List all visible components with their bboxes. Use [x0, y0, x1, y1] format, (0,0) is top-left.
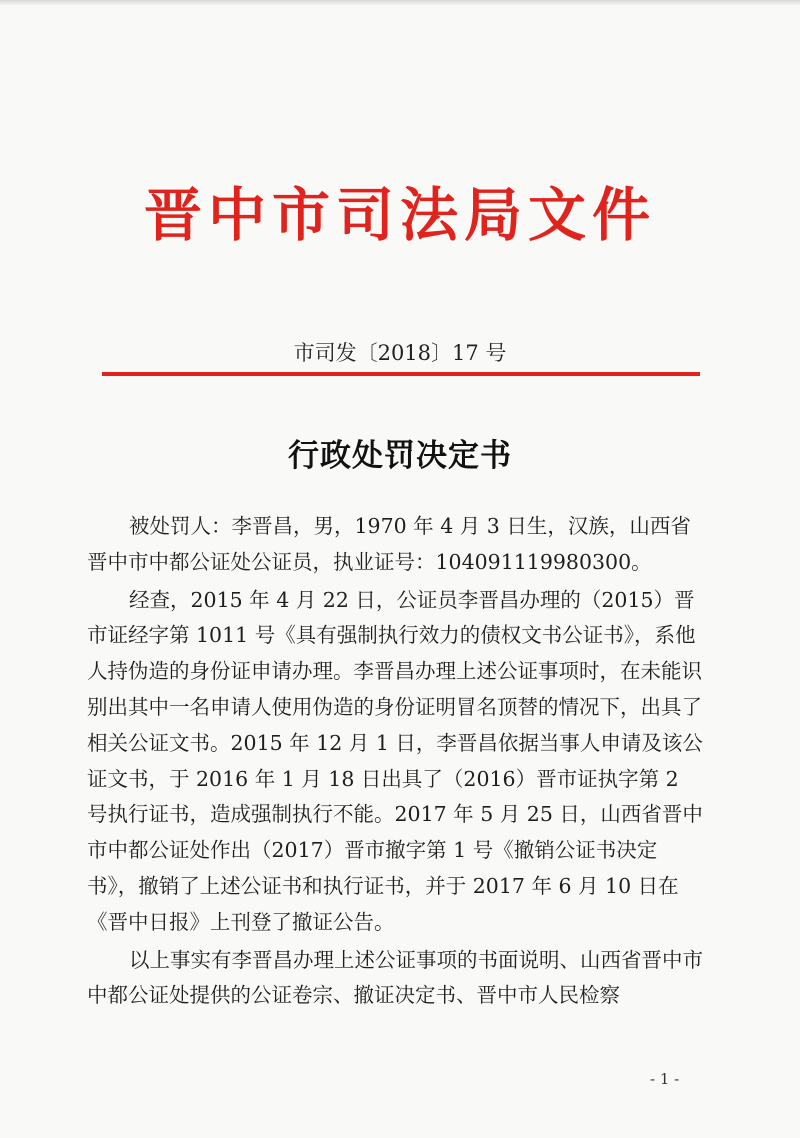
red-separator-line: [102, 372, 700, 376]
document-heading: 行政处罚决定书: [288, 438, 512, 474]
paragraph-evidence: 以上事实有李晋昌办理上述公证事项的书面说明、山西省晋中市中都公证处提供的公证卷宗、撤证决定书、晋中市人民检察: [87, 947, 703, 1008]
document-body: [87, 509, 703, 1014]
issuer-header-title: 晋中市司法局文件: [143, 181, 656, 249]
paragraph-findings: 经查，2015 年 4 月 22 日，公证员李晋昌办理的（2015）晋市证经字第 1011 号《具有强制执行效力的债权文书公证书》，系他人持伪造的身份证申请办理。李晋昌办理上述公证事项时，在未能识别出其中一名申请人使用伪造的身份证明冒名顶替的情况下，出具了相关公证文书。2015 年 12 月 1 日，李晋昌依据当事人申请及该公证文书，于 2016 年 1 月 18 日出具了（2016）晋市证执字第 2 号执行证书，造成强制执行不能。2017 年 5 月 25 日，山西省晋中市中都公证处作出（2017）晋市撤字第 1 号《撤销公证书决定书》，撤销了上述公证书和执行证书，并于 2017 年 6 月 10 日在《晋中日报》上刊登了撤证公告。: [87, 587, 703, 934]
scan-edge: [0, 0, 800, 6]
page-number: - 1 -: [650, 1070, 680, 1088]
document-number: 市司发〔2018〕17 号: [293, 341, 507, 365]
paragraph-penalized-party: 被处罚人：李晋昌，男，1970 年 4 月 3 日生，汉族，山西省晋中市中都公证处公证员，执业证号：104091119980300。: [87, 514, 691, 574]
